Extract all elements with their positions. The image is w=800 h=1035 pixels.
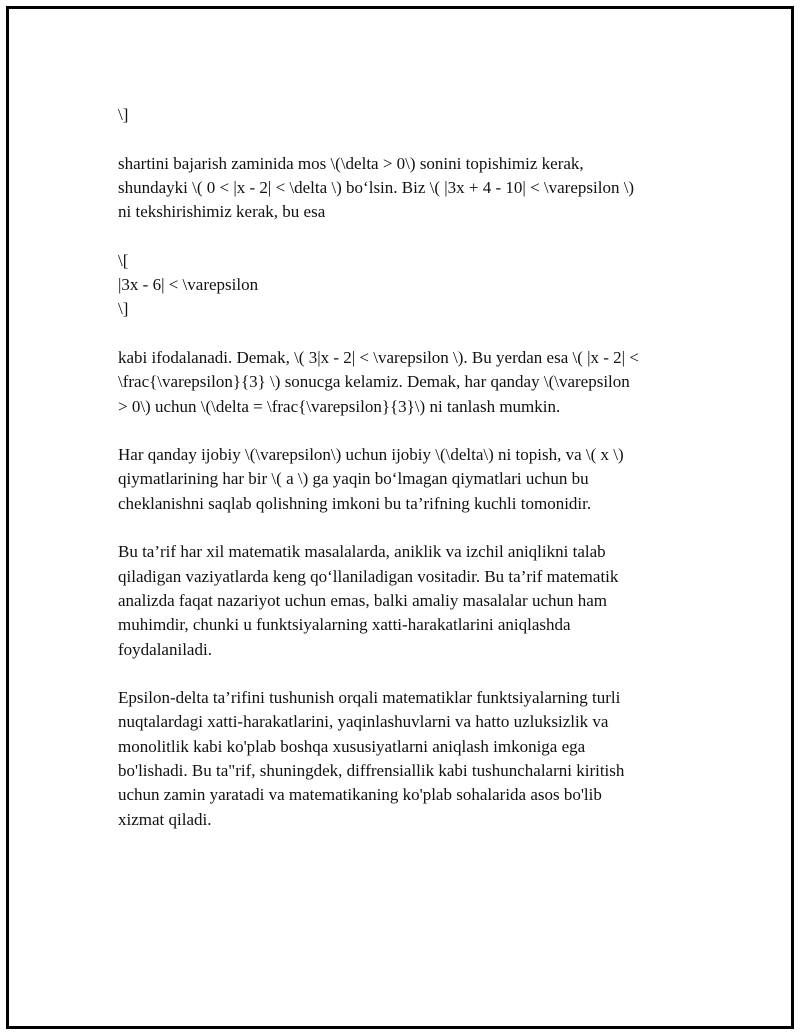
text-line: ni tekshirishimiz kerak, bu esa	[118, 202, 326, 222]
math-line: |3x - 6| < \varepsilon	[118, 275, 259, 295]
paragraph-strength	[118, 443, 708, 516]
math-block-closing	[118, 103, 708, 127]
math-line: \[	[118, 250, 129, 270]
text-line: cheklanishni saqlab qolishning imkoni bu ta’rifning kuchli tomonidir.	[118, 493, 592, 513]
paragraph-gap	[118, 419, 708, 443]
text-line: analizda faqat nazariyot uchun emas, balki amaliy masalalar uchun ham	[118, 590, 608, 610]
paragraph-delta-choice	[118, 346, 708, 419]
page-content	[118, 103, 708, 832]
text-line: Epsilon-delta ta’rifini tushunish orqali matematiklar funktsiyalarning turli	[118, 688, 621, 708]
text-line: qiymatlarining har bir \( a \) ga yaqin bo‘lmagan qiymatlari uchun bu	[118, 469, 589, 489]
text-line: \frac{\varepsilon}{3} \) sonucga kelamiz. Demak, har qanday \(\varepsilon	[118, 372, 630, 392]
text-line: uchun zamin yaratadi va matematikaning ko'plab sohalarida asos bo'lib	[118, 785, 602, 805]
paragraph-gap	[118, 322, 708, 346]
math-line: \]	[118, 105, 129, 124]
text-line: muhimdir, chunki u funktsiyalarning xatti-harakatlarini aniqlashda	[118, 615, 571, 635]
paragraph-condition	[118, 152, 708, 225]
text-line: > 0\) uchun \(\delta = \frac{\varepsilon}{3}\) ni tanlash mumkin.	[118, 396, 561, 416]
paragraph-usage	[118, 540, 708, 661]
paragraph-gap	[118, 516, 708, 540]
math-line: \]	[118, 299, 129, 319]
text-line: Bu ta’rif har xil matematik masalalarda, aniklik va izchil aniqlikni talab	[118, 542, 606, 562]
text-line: bo'lishadi. Bu ta"rif, shuningdek, diffrensiallik kabi tushunchalarni kiritish	[118, 761, 625, 781]
paragraph-gap	[118, 127, 708, 151]
math-block-inequality	[118, 249, 708, 322]
paragraph-gap	[118, 662, 708, 686]
text-line: shundayki \( 0 < |x - 2| < \delta \) bo‘lsin. Biz \( |3x + 4 - 10| < \varepsilon \)	[118, 177, 635, 197]
paragraph-conclusion	[118, 686, 708, 832]
paragraph-gap	[118, 224, 708, 248]
text-line: shartini bajarish zaminida mos \(\delta > 0\) sonini topishimiz kerak,	[118, 153, 584, 173]
page-frame	[6, 6, 794, 1029]
text-line: monolitlik kabi ko'plab boshqa xususiyatlarni aniqlash imkoniga ega	[118, 736, 586, 756]
text-line: Har qanday ijobiy \(\varepsilon\) uchun ijobiy \(\delta\) ni topish, va \( x \)	[118, 445, 624, 465]
text-line: nuqtalardagi xatti-harakatlarini, yaqinlashuvlarni va hatto uzluksizlik va	[118, 712, 609, 732]
text-line: foydalaniladi.	[118, 639, 212, 659]
text-line: kabi ifodalanadi. Demak, \( 3|x - 2| < \varepsilon \). Bu yerdan esa \( |x - 2| <	[118, 347, 639, 367]
text-line: qiladigan vaziyatlarda keng qo‘llaniladigan vositadir. Bu ta’rif matematik	[118, 566, 619, 586]
text-line: xizmat qiladi.	[118, 809, 212, 829]
